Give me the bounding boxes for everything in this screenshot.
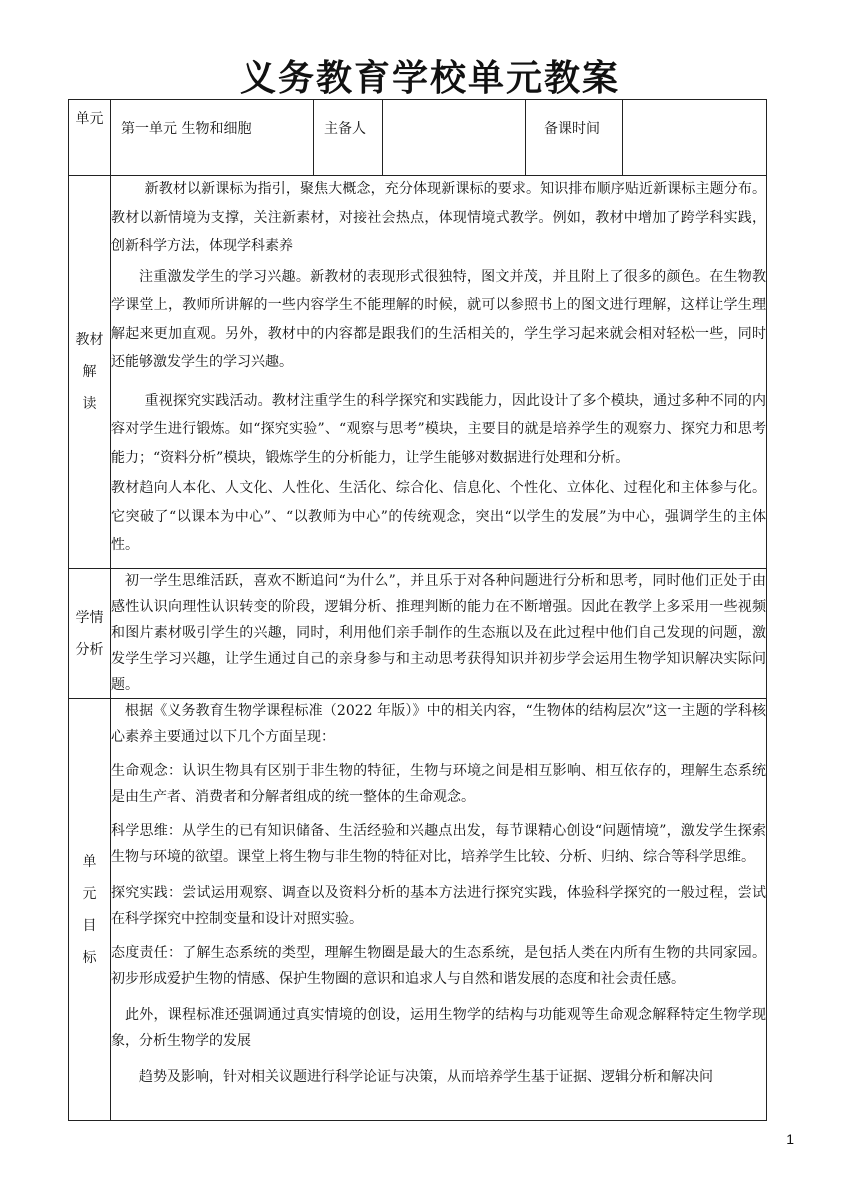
textbook-content	[111, 176, 767, 569]
learner-text: 初一学生思维活跃，喜欢不断追问“为什么”，并且乐于对各种问题进行分析和思考，同时他们正处于由感性认识向理性认识转变的阶段，逻辑分析、推理判断的能力在不断增强。因此在教学上多采用一些视频和图片素材吸引学生的兴趣，同时，利用他们亲手制作的生态瓶以及在此过程中他们自己发现的问题，激发学生学习兴趣，让学生通过自己的亲身参与和主动思考获得知识并初步学会运用生物学知识解决实际问题。	[111, 573, 766, 693]
learner-row	[69, 569, 767, 699]
goal-attitude-responsibility: 态度责任：了解生态系统的类型，理解生物圈是最大的生态系统，是包括人类在内所有生物的共同家园。初步形成爱护生物的情感、保护生物圈的意识和追求人与自然和谐发展的态度和社会责任感。	[111, 945, 766, 987]
goals-label-4: 标	[82, 949, 97, 966]
textbook-paragraph: 教材趋向人本化、人文化、人性化、生活化、综合化、信息化、个性化、立体化、过程化和主体参与化。它突破了“以课本为中心”、“以教师为中心”的传统观念，突出“以学生的发展”为中心，强调学生的主体性。	[111, 480, 766, 553]
goals-intro: 根据《义务教育生物学课程标准（2022 年版）》中的相关内容，“生物体的结构层次”这一主题的学科核心素养主要通过以下几个方面呈现：	[111, 703, 766, 745]
goals-row	[69, 699, 767, 1121]
unit-label: 单元	[69, 100, 111, 176]
goal-inquiry-practice: 探究实践：尝试运用观察、调查以及资料分析的基本方法进行探究实践，体验科学探究的一般过程，尝试在科学探究中控制变量和设计对照实验。	[111, 885, 766, 927]
learner-label-2: 分析	[75, 641, 104, 658]
goal-life-concept: 生命观念：认识生物具有区别于非生物的特征，生物与环境之间是相互影响、相互依存的，理解生态系统是由生产者、消费者和分解者组成的统一整体的生命观念。	[111, 763, 766, 805]
preparer-label: 主备人	[314, 100, 383, 176]
prep-time-value	[623, 100, 767, 176]
goals-trend: 趋势及影响，针对相关议题进行科学论证与决策，从而培养学生基于证据、逻辑分析和解决问	[139, 1069, 713, 1085]
page-title: 义务教育学校单元教案	[239, 58, 620, 99]
textbook-label-3: 读	[82, 396, 97, 412]
goals-label-1: 单	[82, 853, 97, 870]
goals-content	[111, 699, 767, 1121]
header-row	[69, 100, 767, 176]
unit-value: 第一单元 生物和细胞	[111, 100, 314, 176]
textbook-label-2: 解	[82, 364, 97, 380]
textbook-label-1: 教材	[75, 332, 104, 348]
page-number: 1	[786, 1131, 794, 1147]
textbook-paragraph: 重视探究实践活动。教材注重学生的科学探究和实践能力，因此设计了多个模块，通过多种不同的内容对学生进行锻炼。如“探究实验”、“观察与思考”模块，主要目的就是培养学生的观察力、探究力和思考能力；“资料分析”模块，锻炼学生的分析能力，让学生能够对数据进行处理和分析。	[111, 392, 766, 466]
learner-content	[111, 569, 767, 699]
goal-scientific-thinking: 科学思维：从学生的已有知识储备、生活经验和兴趣点出发，每节课精心创设“问题情境”，激发学生探索生物与环境的欲望。课堂上将生物与非生物的特征对比，培养学生比较、分析、归纳、综合等科学思维。	[111, 823, 766, 865]
learner-label-cell	[69, 569, 111, 699]
textbook-paragraph: 注重激发学生的学习兴趣。新教材的表现形式很独特，图文并茂，并且附上了很多的颜色。在生物教学课堂上，教师所讲解的一些内容学生不能理解的时候，就可以参照书上的图文进行理解，这样让学生理解起来更加直观。另外，教材中的内容都是跟我们的生活相关的，学生学习起来就会相对轻松一些，同时还能够激发学生的学习兴趣。	[111, 268, 766, 370]
textbook-row	[69, 176, 767, 569]
learner-label-1: 学情	[75, 609, 104, 626]
preparer-value	[383, 100, 526, 176]
goals-label-cell	[69, 699, 111, 1121]
prep-time-label: 备课时间	[526, 100, 623, 176]
goals-extra: 此外，课程标准还强调通过真实情境的创设，运用生物学的结构与功能观等生命观念解释特定生物学现象，分析生物学的发展	[111, 1007, 766, 1049]
textbook-paragraph: 新教材以新课标为指引，聚焦大概念，充分体现新课标的要求。知识排布顺序贴近新课标主题分布。教材以新情境为支撑，关注新素材，对接社会热点，体现情境式教学。例如，教材中增加了跨学科实践，创新科学方法，体现学科素养	[111, 181, 766, 254]
goals-label-2: 元	[82, 885, 97, 902]
goals-label-3: 目	[82, 917, 97, 934]
textbook-label-cell	[69, 176, 111, 569]
lesson-plan-table	[68, 99, 767, 1121]
